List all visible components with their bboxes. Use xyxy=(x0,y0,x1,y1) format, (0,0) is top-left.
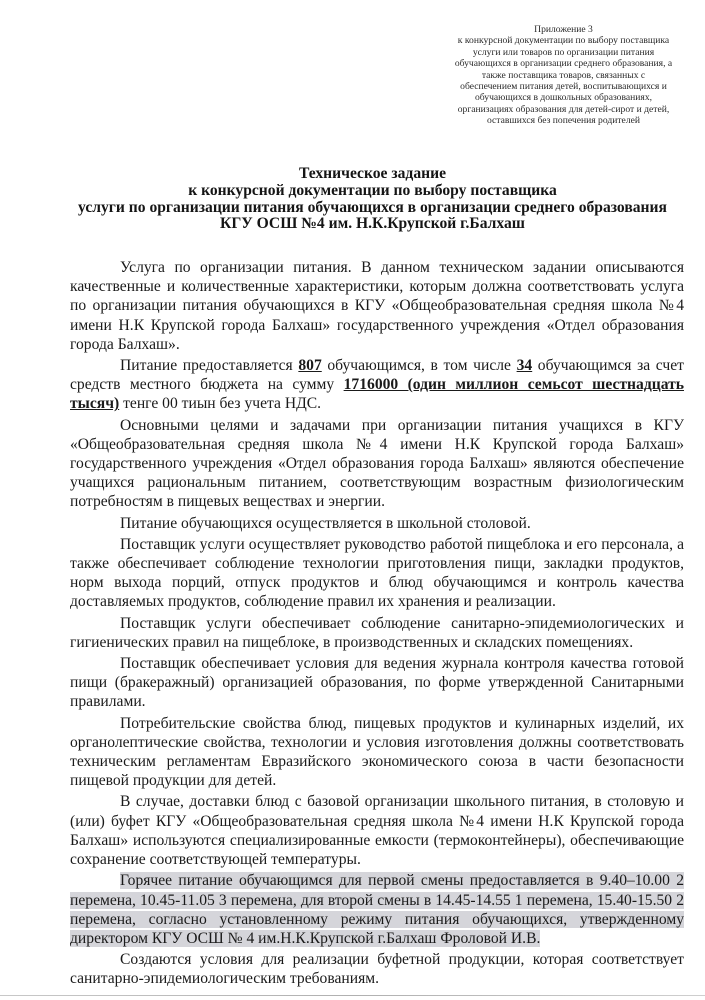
title-line: к конкурсной документации по выбору поставщика xyxy=(188,181,557,199)
paragraph-service-description: Услуга по организации питания. В данном техническом задании описываются качественные и количественные характеристики, которым должна соответствовать услуга по организации питания обучающихся в КГУ «Общеобразовательная средняя школа №4 имени Н.К Крупской города Балхаш» государственного учреждения «Отдел образования города Балхаш». xyxy=(70,259,684,353)
appendix-header xyxy=(436,24,691,127)
scan-edge-line xyxy=(0,995,705,996)
document-body xyxy=(70,258,684,991)
title-line: услуги по организации питания обучающихся в организации среднего образования xyxy=(78,198,667,216)
students-local-budget: 34 xyxy=(516,357,533,375)
paragraph-canteen: Питание обучающихся осуществляется в школьной столовой. xyxy=(120,514,531,532)
paragraph-supplier-management: Поставщик услуги осуществляет руководство работой пищеблока и его персонала, а также обеспечивает соблюдение технологии приготовления пищи, закладки продуктов, норм выхода порций, отпуск продуктов и блюд обучающимся и контроль качества доставляемых продуктов, соблюдение правил их хранения и реализации. xyxy=(70,535,684,611)
funding-text: обучающимся, в том числе xyxy=(321,357,517,375)
paragraph-consumer-properties: Потребительские свойства блюд, пищевых продуктов и кулинарных изделий, их органолептические свойства, технологии и условия изготовления должны соответствовать техническим регламентам Евразийского экономического союза в части безопасности пищевой продукции для детей. xyxy=(70,714,684,790)
budget-amount: 1716000 (один миллион семьсот шестнадцать тысяч) xyxy=(70,376,684,413)
paragraph-goals: Основными целями и задачами при организации питания учащихся в КГУ «Общеобразовательная средняя школа №4 имени Н.К Крупской города Балхаш» государственного учреждения «Отдел образования города Балхаш» являются обеспечение учащихся рациональным питанием, соответствующим возрастным физиологическим потребностям в пищевых веществах и энергии. xyxy=(70,416,684,511)
funding-text: тенге 00 тиын без учета НДС. xyxy=(119,395,322,413)
paragraph-buffet: Создаются условия для реализации буфетной продукции, которая соответствует санитарно-эпидемиологическим требованиям. xyxy=(70,951,684,988)
funding-text: обучающимся за счет средств местного бюджета на сумму xyxy=(70,357,684,394)
appendix-line: услуги или товаров по организации питания xyxy=(472,46,655,58)
paragraph-meal-schedule xyxy=(70,871,684,948)
appendix-line: обеспечением питания детей, воспитывающихся и xyxy=(460,81,667,93)
students-total: 807 xyxy=(298,357,322,375)
appendix-line: Приложение 3 xyxy=(534,24,593,35)
title-line: Техническое задание xyxy=(298,165,447,182)
title-line: КГУ ОСШ №4 им. Н.К.Крупской г.Балхаш xyxy=(220,215,525,233)
paragraph-quality-journal: Поставщик обеспечивает условия для ведения журнала контроля качества готовой пищи (бракеражный) организацией образования, по форме утвержденной Санитарными правилами. xyxy=(70,655,684,711)
paragraph-delivery: В случае, доставки блюд с базовой организации школьного питания, в столовую и (или) буфет КГУ «Общеобразовательная средняя школа №4 имени Н.К Крупской города Балхаш» используются специализированные емкости (термоконтейнеры), обеспечивающие сохранение соответствующей температуры. xyxy=(70,793,684,869)
appendix-line: организациях образования для детей-сирот и детей, xyxy=(457,103,670,115)
funding-text: Питание предоставляется xyxy=(120,357,299,375)
appendix-line: также поставщика товаров, связанных с xyxy=(481,69,646,81)
appendix-line: обучающихся в дошкольных образованиях, xyxy=(474,92,653,104)
appendix-line: обучающихся в организации среднего образования, а xyxy=(454,58,673,70)
highlighted-schedule-text: Горячее питание обучающимся для первой смены предоставляется в 9.40–10.00 2 перемена, 10.45-11.05 3 перемена, для второй смены в 14.45-14.55 1 перемена, 15.40-15.50 2 перемена, согласно установленному режиму питания обучающихся, утвержденному директором КГУ ОСШ № 4 им.Н.К.Крупской г.Балхаш Фроловой И.В. xyxy=(70,872,684,947)
appendix-line: к конкурсной документации по выбору поставщика xyxy=(457,35,670,47)
document-title xyxy=(20,166,705,233)
paragraph-funding xyxy=(70,356,684,414)
paragraph-sanitary-rules: Поставщик услуги обеспечивает соблюдение санитарно-эпидемиологических и гигиенических правил на пищеблоке, в производственных и складских помещениях. xyxy=(70,614,684,651)
appendix-line: оставшихся без попечения родителей xyxy=(486,115,641,127)
